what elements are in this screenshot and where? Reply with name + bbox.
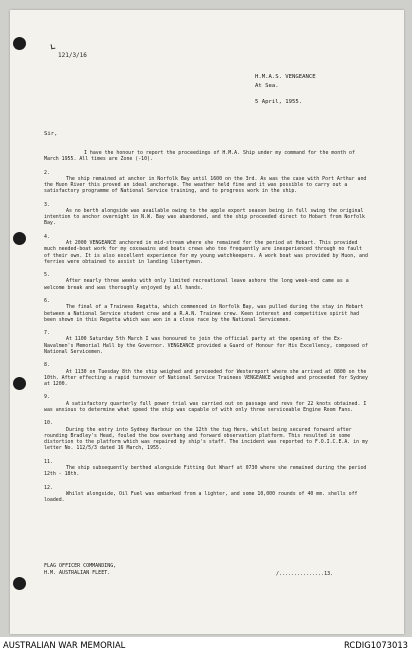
addressee-block [44, 563, 116, 577]
addressee-line-1: FLAG OFFICER COMMANDING, [44, 563, 117, 569]
archive-footer [0, 637, 412, 653]
paragraph-text: The final of a Trainees Regatta, which commenced in Norfolk Bay, was pulled during the stay in Hobart between a National Service student crew and a R.A.N. Trainee crew. Keen interest and competitive spirit had been shown in this Regatta which was won in a close race by the National Servicemen. [44, 304, 364, 323]
paragraph-text: The ship subsequently berthed alongside Fitting Out Wharf at 0730 where she remained during the period 12th - 18th. [44, 464, 367, 478]
paragraph-number: 12. [44, 484, 53, 491]
paragraph-number: 7. [44, 330, 50, 337]
paragraph [44, 459, 370, 478]
paragraph-number: 11. [44, 458, 53, 465]
paragraph [44, 485, 370, 504]
paragraph-number: 6. [44, 298, 50, 305]
punch-hole-bottom [13, 577, 26, 590]
paragraph-number: 4. [44, 233, 50, 240]
paragraph [44, 272, 370, 291]
paragraph [44, 420, 370, 451]
paragraph-text: Whilst alongside, Oil Fuel was embarked from a lighter, and some 10,000 rounds of 40 mm. shells off loaded. [44, 490, 358, 503]
signature-line: /...............13. [276, 571, 334, 577]
salutation: Sir, [44, 131, 58, 137]
paragraph-number: 8. [44, 362, 50, 369]
paragraph-list [44, 170, 370, 504]
punch-hole-top [13, 37, 26, 50]
paragraph-text: After nearly three weeks with only limited recreational leave ashore the long week-end came as a welcome break and was thoroughly enjoyed by all hands. [44, 278, 349, 291]
reference-number: 121/3/16 [58, 52, 87, 59]
punch-hole-middle-upper [13, 232, 26, 245]
paragraph-number: 10. [44, 420, 53, 427]
archive-record-id: RCDIG1073013 [344, 640, 408, 650]
paragraph [44, 234, 370, 265]
paragraph-text: At 2000 VENGEANCE anchored in mid-stream where she remained for the period at Hobart. This provided much needed-boat work for my coxswains and boats crews who too frequently are inexperienced through no fault of their own. It is also excellent experience for my young watchkeepers. A work boat was provided by Huon, and ferries were obtained to assist in landing libertymen. [44, 240, 368, 265]
paragraph [44, 362, 370, 387]
paragraph-text: During the entry into Sydney Harbour on the 12th the tug Hero, whilst being secured forward after rounding Bradley's Head, fouled the bow overhang and forward observation platform. This resulted in some distortion to the platform which was repaired by ship's staff. The incident was reported to F.O.I.C.E.A. in my letter No. 112/5/3 dated 16 March, 1955. [44, 426, 368, 452]
punch-hole-middle-lower [13, 377, 26, 390]
paragraph [44, 202, 370, 227]
letter-date: 5 April, 1955. [255, 99, 303, 105]
paragraph-intro: I have the honour to report the proceedings of H.M.A. Ship under my command for the month of March 1955. All times are Zone (-10). [44, 150, 355, 163]
archive-source: AUSTRALIAN WAR MEMORIAL [3, 640, 126, 650]
paragraph [44, 330, 370, 355]
paragraph-number: 5. [44, 272, 50, 279]
paragraph-text: The ship remained at anchor in Norfolk Bay until 1600 on the 3rd. As was the case with Port Arthur and the Huon River this proved an ideal anchorage. The weather held fine and it was possible to carry out a satisfactory programme of National Service training, and to progress work in the ship. [44, 175, 367, 195]
paragraph-text: At 1100 Saturday 5th March I was honoured to join the official party at the opening of the Ex-Navalmen's Memorial Hall by the Governor. VENGEANCE provided a Guard of Honour for His Excellency, composed of National Servicemen. [44, 336, 368, 355]
paragraph-number: 3. [44, 201, 50, 208]
check-mark [51, 44, 56, 50]
paragraph-text: As no berth alongside was available owing to the apple export season being in full swing the original intention to anchor overnight in N.W. Bay was abandoned, and the ship proceeded direct to Hobart from Norfolk Bay. [44, 208, 365, 227]
letter-body [44, 150, 370, 511]
sender-name: H.M.A.S. VENGEANCE [255, 74, 316, 80]
paragraph [44, 170, 370, 195]
paragraph [44, 394, 370, 413]
paragraph-number: 9. [44, 394, 50, 401]
paragraph-text: A satisfactory quarterly full power trial was carried out on passage and revs for 22 knots obtained. I was anxious to determine what speed the ship was capable of with only three serviceable Engine Room Fans. [44, 400, 367, 413]
paragraph-number: 2. [44, 169, 50, 176]
paragraph [44, 298, 370, 323]
letter-header [255, 73, 316, 107]
addressee-line-2: H.M. AUSTRALIAN FLEET. [44, 570, 111, 576]
paragraph-text: At 1130 on Tuesday 8th the ship weighed and proceeded for Westernport where she arrived at 0800 on the 10th. After effecting a rapid turnover of National Service Trainees VENGEANCE weighed and proceeded for Sydney at 1200. [44, 368, 368, 387]
sender-location: At Sea. [255, 82, 279, 89]
